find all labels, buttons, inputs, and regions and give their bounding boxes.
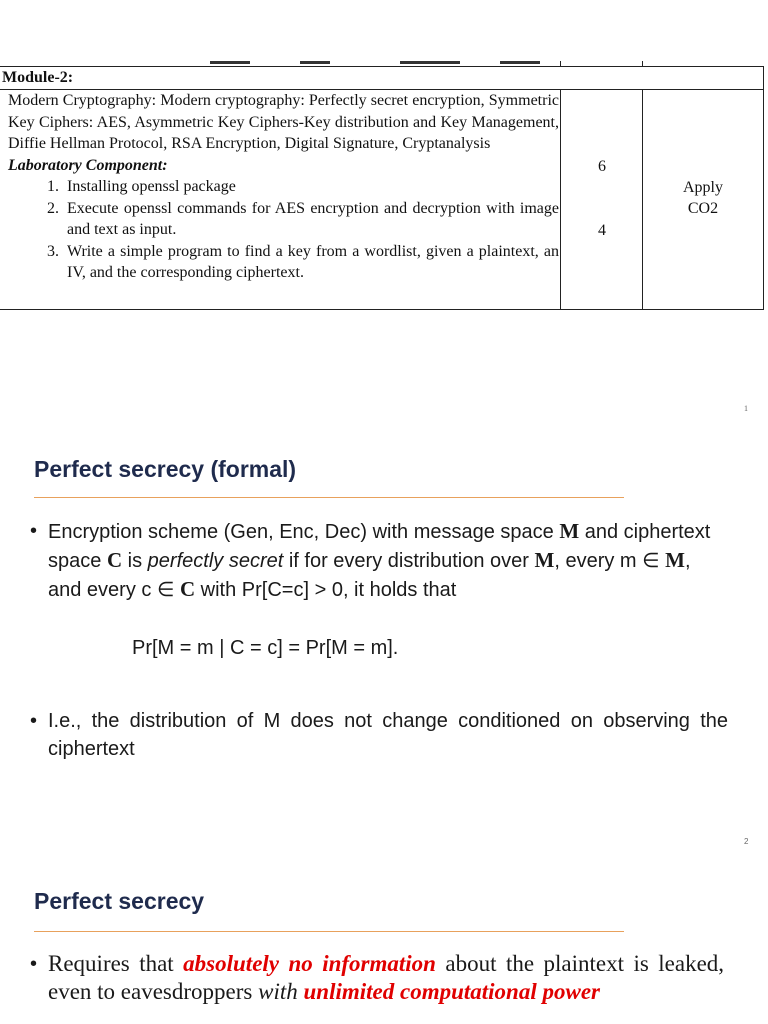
module-header-row xyxy=(0,67,763,90)
slide-title: Perfect secrecy xyxy=(34,888,205,914)
bullet-item xyxy=(30,707,728,763)
lab-hours: 4 xyxy=(598,222,606,239)
slide-title: Perfect secrecy (formal) xyxy=(34,456,297,482)
bullet-text: I.e., the distribution of M does not change conditioned on observing the ciphertext xyxy=(48,710,728,760)
theory-hours: 6 xyxy=(598,158,606,175)
title-underline xyxy=(34,931,624,932)
lab-item: 3. Write a simple program to find a key from a wordlist, given a plaintext, an IV, and the corresponding ciphertext. xyxy=(63,241,559,284)
blooms-level-cell xyxy=(643,177,763,219)
module-label: Module-2: xyxy=(2,69,74,86)
course-outcome: CO2 xyxy=(687,200,719,217)
lab-item: 1. Installing openssl package xyxy=(63,176,559,198)
bullet-item xyxy=(30,950,724,1006)
cropped-previous-row xyxy=(0,59,560,65)
module-description: Modern Cryptography: Modern cryptography: Perfectly secret encryption, Symmetric Key Ciphers: AES, Asymmetric Key Ciphers-Key distribution and Key Management, Diffie Hellman Protocol, RSA Encryption, Digital Signature, Cryptanalysis xyxy=(8,92,559,152)
slide-number: 2 xyxy=(744,837,749,846)
column-divider xyxy=(560,89,561,309)
module-content xyxy=(8,90,559,284)
formula: Pr[M = m | C = c] = Pr[M = m]. xyxy=(132,637,399,659)
bullet-dot: • xyxy=(30,520,38,542)
blooms-level: Apply xyxy=(683,179,723,196)
bullet-text: Encryption scheme (Gen, Enc, Dec) with message space M and ciphertext space C is perfectly secret if for every distribution over M, every m ∈ M, and every c ∈ C with Pr[C=c] > 0, it holds that xyxy=(48,519,711,601)
title-underline xyxy=(34,497,624,498)
bullet-dot: • xyxy=(30,953,38,975)
bullet-item xyxy=(30,517,728,604)
bullet-dot: • xyxy=(30,710,38,732)
lab-list xyxy=(8,176,559,284)
syllabus-table xyxy=(0,66,764,310)
slide-number: 1 xyxy=(744,404,748,413)
bullet-text: Requires that absolutely no information about the plaintext is leaked, even to eavesdroppers with unlimited computational power xyxy=(48,951,725,1004)
lab-heading: Laboratory Component: xyxy=(8,156,168,174)
lab-item: 2. Execute openssl commands for AES encryption and decryption with image and text as input. xyxy=(63,198,559,241)
